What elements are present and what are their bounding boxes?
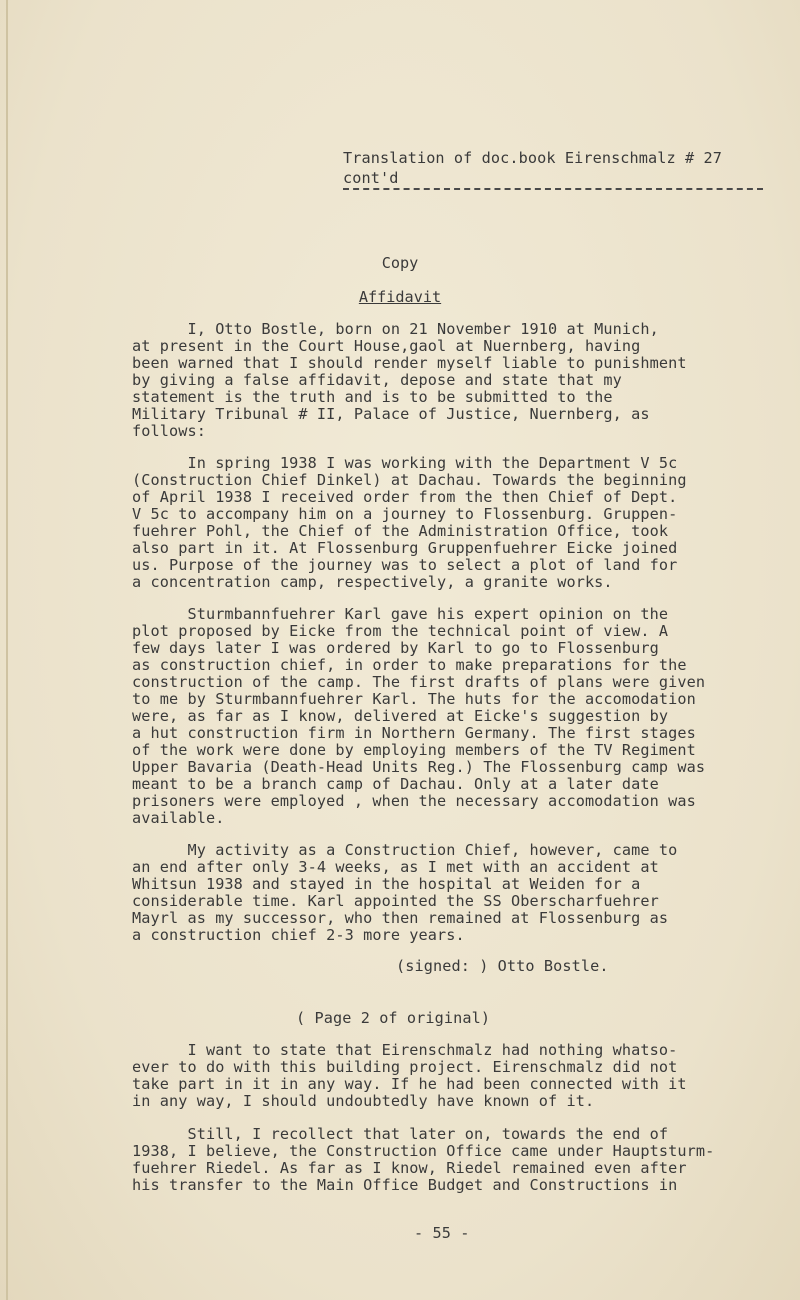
para3-line11: meant to be a branch camp of Dachau. Only at a later date — [132, 775, 659, 793]
para5-line2: ever to do with this building project. Eirenschmalz did not — [132, 1058, 678, 1076]
para4-line5: Mayrl as my successor, who then remained at Flossenburg as — [132, 909, 669, 927]
para3-line1: Sturmbannfuehrer Karl gave his expert opinion on the — [132, 605, 669, 623]
para6-line1: Still, I recollect that later on, towards the end of — [132, 1125, 669, 1143]
para3-line12: prisoners were employed , when the necessary accomodation was — [132, 792, 696, 810]
para1-line4: by giving a false affidavit, depose and state that my — [132, 371, 622, 389]
para6-line3: fuehrer Riedel. As far as I know, Riedel remained even after — [132, 1159, 687, 1177]
para3-line10: Upper Bavaria (Death-Head Units Reg.) The Flossenburg camp was — [132, 758, 706, 776]
para5-line4: in any way, I should undoubtedly have known of it. — [132, 1092, 595, 1110]
affidavit-title: Affidavit — [358, 288, 442, 306]
header-rule — [343, 188, 763, 190]
para5-line1: I want to state that Eirenschmalz had nothing whatso- — [132, 1041, 678, 1059]
para4-line6: a construction chief 2-3 more years. — [132, 926, 465, 944]
para2-line6: also part in it. At Flossenburg Gruppenfuehrer Eicke joined — [132, 539, 678, 557]
para4-line4: considerable time. Karl appointed the SS Oberscharfuehrer — [132, 892, 659, 910]
signature: (signed: ) Otto Bostle. — [396, 957, 609, 975]
para4-line2: an end after only 3-4 weeks, as I met with an accident at — [132, 858, 659, 876]
page-number: - 55 - — [414, 1224, 470, 1242]
para3-line2: plot proposed by Eicke from the technical point of view. A — [132, 622, 669, 640]
para6-line4: his transfer to the Main Office Budget and Constructions in — [132, 1176, 678, 1194]
para4-line1: My activity as a Construction Chief, however, came to — [132, 841, 678, 859]
copy-label: Copy — [381, 254, 419, 272]
para3-line4: as construction chief, in order to make preparations for the — [132, 656, 687, 674]
para1-line3: been warned that I should render myself liable to punishment — [132, 354, 687, 372]
page-marker: ( Page 2 of original) — [296, 1009, 491, 1027]
para3-line8: a hut construction firm in Northern Germany. The first stages — [132, 724, 696, 742]
para2-line1: In spring 1938 I was working with the Department V 5c — [132, 454, 678, 472]
para3-line13: available. — [132, 809, 225, 827]
para3-line5: construction of the camp. The first drafts of plans were given — [132, 673, 706, 691]
para6-line2: 1938, I believe, the Construction Office came under Hauptsturm- — [132, 1142, 715, 1160]
para2-line2: (Construction Chief Dinkel) at Dachau. Towards the beginning — [132, 471, 687, 489]
para1-line6: Military Tribunal # II, Palace of Justice, Nuernberg, as — [132, 405, 650, 423]
para1-line2: at present in the Court House,gaol at Nuernberg, having — [132, 337, 641, 355]
para2-line8: a concentration camp, respectively, a granite works. — [132, 573, 613, 591]
para2-line5: fuehrer Pohl, the Chief of the Administration Office, took — [132, 522, 669, 540]
para2-line4: V 5c to accompany him on a journey to Flossenburg. Gruppen- — [132, 505, 678, 523]
para2-line7: us. Purpose of the journey was to select a plot of land for — [132, 556, 678, 574]
para5-line3: take part in it in any way. If he had been connected with it — [132, 1075, 687, 1093]
para1-line7: follows: — [132, 422, 206, 440]
header-title: Translation of doc.book Eirenschmalz # 27 — [343, 149, 722, 167]
header-contd: cont'd — [343, 169, 399, 187]
para3-line9: of the work were done by employing members of the TV Regiment — [132, 741, 696, 759]
para1-line5: statement is the truth and is to be submitted to the — [132, 388, 613, 406]
para3-line6: to me by Sturmbannfuehrer Karl. The huts for the accomodation — [132, 690, 696, 708]
para3-line3: few days later I was ordered by Karl to go to Flossenburg — [132, 639, 659, 657]
para2-line3: of April 1938 I received order from the then Chief of Dept. — [132, 488, 678, 506]
paper-edge — [6, 0, 8, 1300]
para1-line1: I, Otto Bostle, born on 21 November 1910 at Munich, — [132, 320, 659, 338]
para4-line3: Whitsun 1938 and stayed in the hospital at Weiden for a — [132, 875, 641, 893]
para3-line7: were, as far as I know, delivered at Eicke's suggestion by — [132, 707, 669, 725]
